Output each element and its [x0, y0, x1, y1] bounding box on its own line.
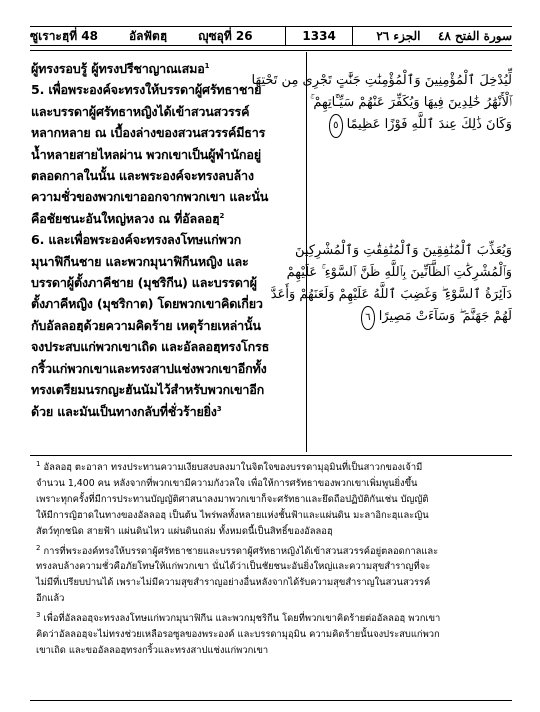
footnote-line: คิดว่าอัลลอฮฺจะไม่ทรงช่วยเหลือรอซูลของพระองค์ และบรรดามุอฺมิน ความคิดร้ายนั้นจงประสบแก่พวก	[36, 629, 440, 641]
footnote-separator	[30, 455, 512, 456]
translation-line: ตั้งภาคีหญิง (มุชริกาต) โดยพวกเขาคิดเกี่ยว	[31, 296, 263, 312]
page-header	[30, 26, 512, 46]
footnote-line: $^1$ อัลลอฮฺ ตะอาลา ทรงประทานความเงียบสงบลงมาในจิตใจของบรรดามุอฺมินที่เป็นสาวกของเจ้ามี	[36, 459, 423, 473]
bottom-rule	[30, 700, 512, 701]
translation-line: บรรดาผู้ตั้งภาคีชาย (มุชริกีน) และบรรดาผู้	[31, 275, 257, 291]
translation-column	[31, 58, 317, 422]
header-surah-number: ซูเราะฮฺที่ 48	[30, 28, 98, 43]
translation-line: ความชั่วของพวกเขาออกจากพวกเขา และนั่น	[31, 189, 269, 205]
translation-line: ผู้ทรงรอบรู้ ผู้ทรงปรีชาญาณเสมอ$^1$	[31, 61, 210, 76]
verse-number-5: ٥	[329, 114, 342, 138]
footnote-line: เพราะทุกครั้งที่มีการประทานบัญญัติศาสนาลงมาพวกเขาก็จะศรัทธาและยึดถือปฏิบัติกันเช่น บัญญัติ	[36, 493, 429, 505]
footnote-line: อีกแล้ว	[36, 593, 65, 605]
footnote-line: $^3$ เพื่อที่อัลลอฮฺจะทรงลงโทษแก่พวกมุนาฟิกีน และพวกมุชริกีน โดยที่พวกเขาคิดร้ายต่ออัลลอฮฺ พวกเขา	[36, 611, 441, 625]
footnotes	[36, 461, 512, 660]
header-page-number: 1334	[285, 27, 352, 45]
header-juz: ญุซอุที่ 26	[198, 28, 253, 43]
arabic-line: وَٱلْمُشْرِكَٰتِ ٱلظَّآنِّينَ بِٱللَّهِ ظَنَّ ٱلسَّوْءِ ۚ عَلَيْهِمْ	[286, 265, 512, 280]
translation-line: จงประสบแก่พวกเขาเถิด และอัลลอฮฺทรงโกรธ	[31, 339, 270, 355]
arabic-line: لَهُمْ جَهَنَّمَ ۖ وَسَآءَتْ مَصِيرًا ٦	[316, 306, 512, 330]
footnote-line: เขาเถิด และขออัลลอฮฺทรงกริ้วและทรงสาปแช่งแก่พวกเขา	[36, 644, 269, 656]
arabic-verse-6	[270, 240, 512, 330]
footnote-line: ไม่มีที่เปรียบปานได้ เพราะไม่มีความสุขสำราญอย่างอื่นหลังจากได้รับความสุขสำราญในสวนสวรรค์	[36, 577, 431, 589]
translation-line: กริ้วแก่พวกเขาและทรงสาปแช่งพวกเขาอีกทั้ง	[31, 360, 267, 376]
header-surah-name: อัลฟัตฮฺ	[128, 28, 168, 43]
arabic-verse-5	[251, 70, 512, 138]
footnote-line: สัตว์ทุกชนิด สายฟ้า แผ่นดินไหว แผ่นดินถล่ม ทั้งหมดนี้เป็นสิทธิ์ของอัลลอฮฺ	[36, 525, 333, 537]
arabic-line: لِّيُدْخِلَ ٱلْمُؤْمِنِينَ وَٱلْمُؤْمِنَٰتِ جَنَّٰتٍ تَجْرِى مِن تَحْتِهَا	[251, 73, 512, 88]
translation-line: ทรงเตรียมนรกญะฮันนัมไว้สำหรับพวกเขาอีก	[31, 382, 265, 398]
header-juz-arabic: الجزء ٢٦	[376, 29, 421, 43]
footnote-line: จำนวน 1,400 คน หลังจากที่พวกเขามีความกังวลใจ เพื่อให้การศรัทธาของพวกเขาเพิ่มพูนยิ่งขึ้น	[36, 477, 418, 489]
translation-line: 6. และเพื่อพระองค์จะทรงลงโทษแก่พวก	[31, 232, 242, 248]
translation-line: คือชัยชนะอันใหญ่หลวง ณ ที่อัลลอฮฺ$^2$	[31, 210, 225, 226]
translation-line: ตลอดกาลในนั้น และพระองค์จะทรงลบล้าง	[31, 168, 254, 184]
arabic-line: وَيُعَذِّبَ ٱلْمُنَٰفِقِينَ وَٱلْمُنَٰفِقَٰتِ وَٱلْمُشْرِكِينَ	[295, 243, 512, 258]
translation-line: น้ำหลายสายไหลผ่าน พวกเขาเป็นผู้พำนักอยู่	[31, 146, 261, 162]
footnote-line: ทรงลบล้างความชั่วคือภัยโทษให้แก่พวกเขา นั่นได้ว่าเป็นชัยชนะอันยิ่งใหญ่และความสุขสำราญที่จะ	[36, 561, 431, 573]
header-surah-arabic: سورة الفتح ٤٨	[437, 29, 512, 43]
translation-line: 5. เพื่อพระองค์จะทรงให้บรรดาผู้ศรัทธาชาย	[31, 82, 262, 98]
arabic-line: وَكَانَ ذَٰلِكَ عِندَ ٱللَّهِ فَوْزًا عَظِيمًا ٥	[316, 114, 512, 138]
footnote-line: $^2$ การที่พระองค์ทรงให้บรรดาผู้ศรัทธาชายและบรรดาผู้ศรัทธาหญิงได้เข้าสวนสวรรค์อยู่ตลอดกาลและ	[36, 543, 439, 557]
arabic-line: دَآئِرَةُ ٱلسَّوْءِ ۖ وَغَضِبَ ٱللَّهُ عَلَيْهِمْ وَلَعَنَهُمْ وَأَعَدَّ	[270, 287, 512, 302]
arabic-line: ٱلْأَنْهَٰرُ خَٰلِدِينَ فِيهَا وَيُكَفِّرَ عَنْهُمْ سَيِّـَٔاتِهِمْ ۚ	[310, 95, 512, 110]
translation-line: หลากหลาย ณ เบื้องล่างของสวนสวรรค์มีธาร	[31, 125, 266, 141]
verse-number-6: ٦	[361, 306, 374, 330]
translation-line: มุนาฟิกีนชาย และพวกมุนาฟิกีนหญิง และ	[31, 253, 249, 269]
header-divider	[30, 50, 512, 51]
translation-line: และบรรดาผู้ศรัทธาหญิงได้เข้าสวนสวรรค์	[31, 103, 250, 119]
footnote-line: ให้มีการญิฮาดในทางของอัลลอฮฺ เป็นต้น ไพร่พลทั้งหลายแห่งชั้นฟ้าและแผ่นดิน มะลาอิกะฮฺและญิน	[36, 509, 429, 521]
translation-line: กับอัลลอฮฺด้วยความคิดร้าย เหตุร้ายเหล่านั้น	[31, 317, 261, 333]
translation-line: ด้วย และมันเป็นทางกลับที่ชั่วร้ายยิ่ง$^3$	[31, 403, 222, 419]
